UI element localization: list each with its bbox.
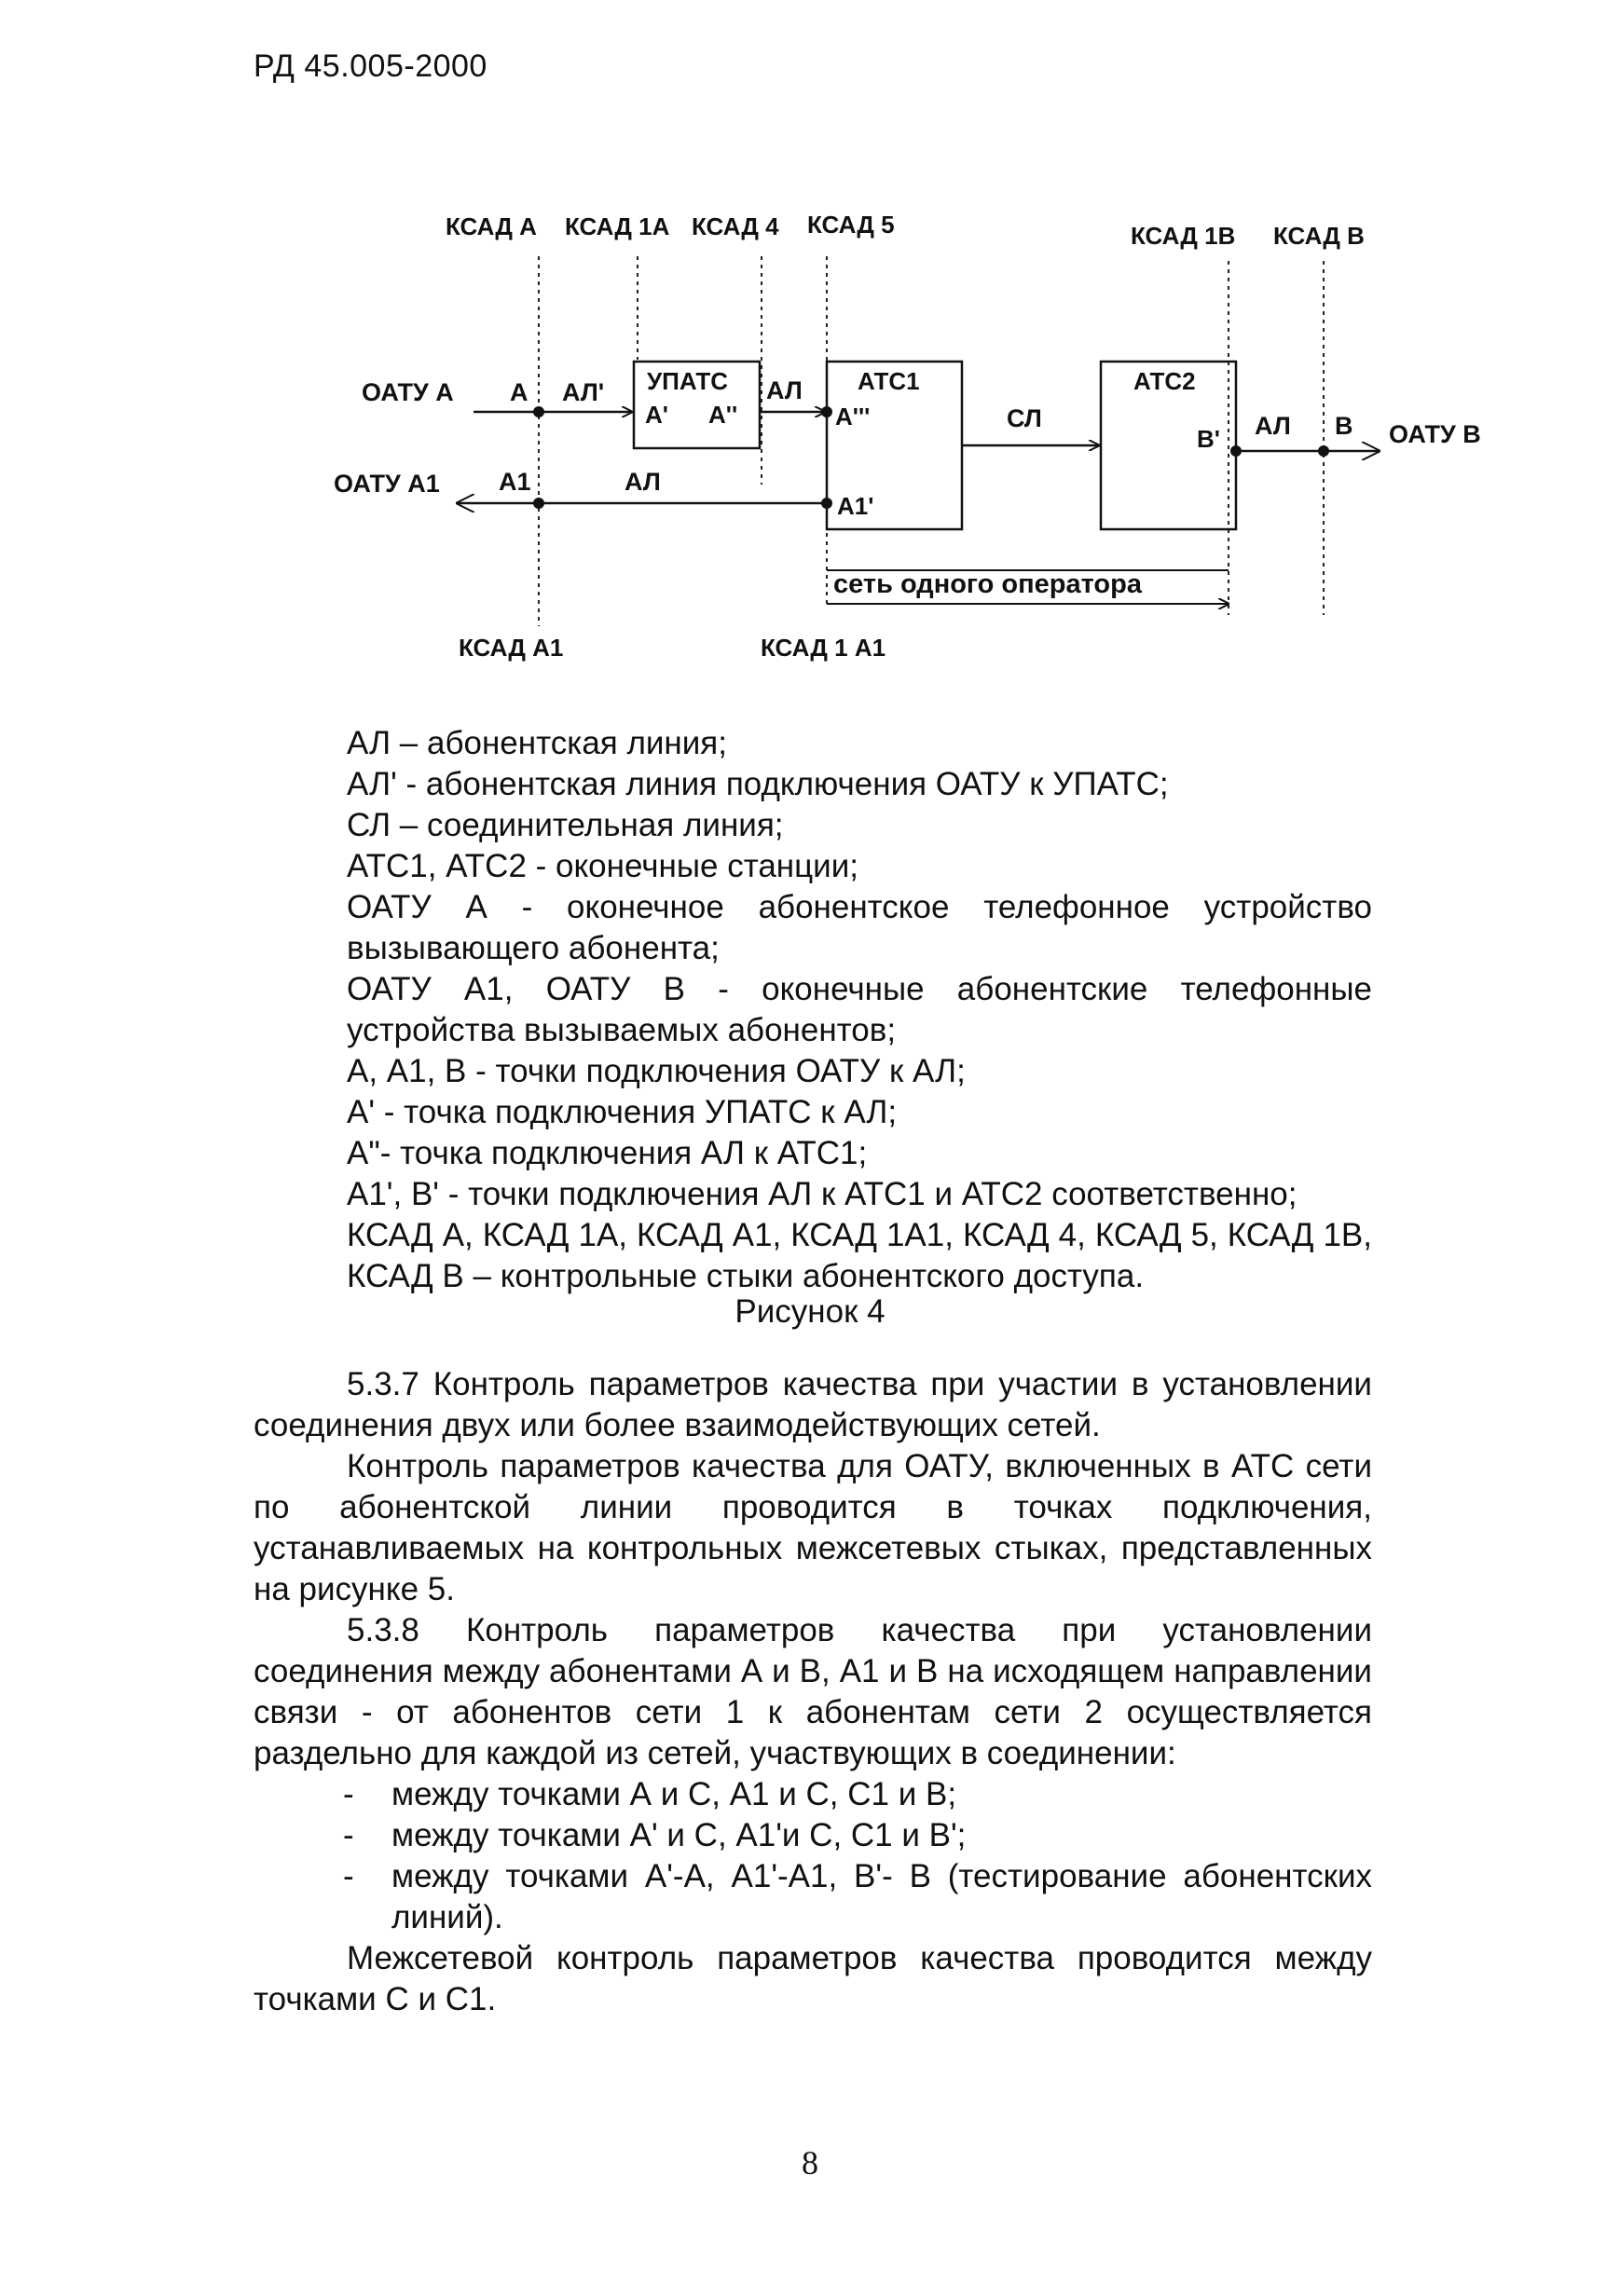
legend-item: ОАТУ А - оконечное абонентское телефонное устройство вызывающего абонента; — [347, 889, 1372, 966]
legend-item: АТС1, АТС2 - оконечные станции; — [347, 848, 858, 884]
paragraph-control-oatu: Контроль параметров качества для ОАТУ, включенных в АТС сети по абонентской линии проводится в точках подключения, устанавливаемых на контрольных межсетевых стыках, представленных на рисунке 5. — [254, 1448, 1372, 1607]
point-b-node — [1318, 445, 1329, 457]
list-item: - между точками А' и С, А1'и С, С1 и В'; — [254, 1815, 1372, 1856]
oatu-a1-label: ОАТУ А1 — [334, 470, 440, 498]
point-b-label: В — [1335, 412, 1353, 440]
legend-item: ОАТУ А1, ОАТУ В - оконечные абонентские телефонные устройства вызываемых абонентов; — [347, 971, 1372, 1048]
ksad-4-label: КСАД 4 — [692, 212, 779, 240]
point-a-dprime-label: А'' — [708, 401, 738, 429]
legend-item: А"- точка подключения АЛ к АТС1; — [347, 1135, 868, 1171]
oatu-a-label: ОАТУ А — [362, 378, 454, 406]
point-a-tprime-label: А''' — [835, 403, 871, 430]
legend-item: А1', В' - точки подключения АЛ к АТС1 и АТС2 соответственно; — [347, 1176, 1297, 1212]
oatu-b-label: ОАТУ В — [1389, 420, 1481, 448]
figure-caption: Рисунок 4 — [734, 1293, 886, 1330]
point-a-label: А — [510, 378, 529, 406]
upats-label: УПАТС — [647, 367, 729, 395]
legend-item: А' - точка подключения УПАТС к АЛ; — [347, 1094, 898, 1130]
body-text — [254, 1364, 1372, 2020]
point-a1-label: А1 — [499, 468, 531, 496]
paragraph-internetwork-control: Межсетевой контроль параметров качества проводится между точками С и С1. — [254, 1940, 1372, 2017]
point-a1-node — [533, 498, 544, 509]
page-number: 8 — [802, 2144, 818, 2181]
ats2-label: АТС2 — [1133, 367, 1196, 395]
al-label-upats-ats1: АЛ — [766, 376, 803, 404]
ats1-label: АТС1 — [858, 367, 920, 395]
al-prime-label: АЛ' — [562, 378, 605, 406]
legend-item: АЛ' - абонентская линия подключения ОАТУ к УПАТС; — [347, 766, 1169, 802]
ksad-b-label: КСАД В — [1273, 222, 1365, 250]
point-a-node — [533, 406, 544, 417]
document-code: РД 45.005-2000 — [254, 48, 487, 84]
ksad-a-label: КСАД А — [446, 212, 537, 240]
al-label-lower: АЛ — [625, 468, 661, 496]
legend-item: А, А1, В - точки подключения ОАТУ к АЛ; — [347, 1053, 966, 1089]
point-a1-prime-label: А1' — [837, 492, 874, 520]
ksad-5-label: КСАД 5 — [807, 211, 895, 239]
list-marker: - — [343, 1776, 354, 1812]
list-item: - между точками А'-А, А1'-А1, В'- В (тестирование абонентских линий). — [343, 1858, 1372, 1935]
control-points-list — [254, 1774, 1372, 1938]
paragraph-5-3-7: 5.3.7 Контроль параметров качества при участии в установлении соединения двух или более взаимодействующих сетей. — [254, 1366, 1372, 1443]
point-a-tprime-node — [821, 406, 832, 417]
al-label-ats2-b: АЛ — [1255, 412, 1291, 440]
figure-4-diagram — [0, 0, 1620, 708]
paragraph-5-3-8: 5.3.8 Контроль параметров качества при установлении соединения между абонентами А и В, А1 и В на исходящем направлении связи - от абонентов сети 1 к абонентам сети 2 осуществляется раздельно для каждой из сетей, участвующих в соединении: — [254, 1612, 1372, 1771]
legend-item: КСАД А, КСАД 1А, КСАД А1, КСАД 1А1, КСАД 4, КСАД 5, КСАД 1В, КСАД В – контрольные стыки абонентского доступа. — [347, 1217, 1372, 1294]
network-span-label: сеть одного оператора — [833, 569, 1142, 599]
sl-label: СЛ — [1007, 404, 1042, 432]
legend-item: АЛ – абонентская линия; — [347, 725, 727, 761]
list-item: - между точками А и С, А1 и С, С1 и В; — [254, 1774, 1372, 1815]
ksad-1a1-label: КСАД 1 А1 — [761, 634, 886, 662]
list-marker: - — [343, 1858, 354, 1894]
ksad-1a-label: КСАД 1А — [565, 212, 670, 240]
figure-legend — [347, 723, 1372, 1297]
point-a-prime-label: А' — [645, 401, 668, 429]
list-marker: - — [343, 1817, 354, 1853]
ksad-1b-label: КСАД 1В — [1131, 222, 1236, 250]
ksad-a1-label: КСАД А1 — [459, 634, 564, 662]
point-b-prime-node — [1230, 445, 1242, 457]
legend-item: СЛ – соединительная линия; — [347, 807, 784, 843]
point-b-prime-label: В' — [1197, 425, 1220, 453]
point-a1-prime-node — [821, 498, 832, 509]
